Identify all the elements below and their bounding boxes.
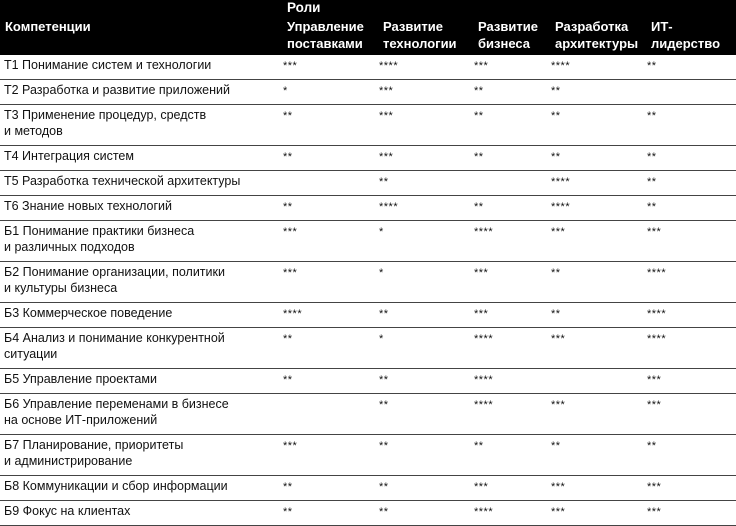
rating-cell: ***: [551, 476, 647, 501]
rating-cell: **: [474, 105, 551, 146]
rating-cell: ***: [379, 105, 474, 146]
rating-cell: *: [379, 262, 474, 303]
rating-cell: **: [283, 105, 379, 146]
table-body: [0, 55, 736, 526]
competency-name-line1: Б7 Планирование, приоритеты: [4, 438, 184, 452]
rating-cell: **: [379, 476, 474, 501]
table-row: [0, 171, 736, 196]
rating-cell: ***: [379, 80, 474, 105]
rating-cell: **: [379, 501, 474, 526]
competency-name-line1: Т3 Применение процедур, средств: [4, 108, 207, 122]
table-row: [0, 369, 736, 394]
rating-cell: ***: [379, 146, 474, 171]
rating-cell: ****: [551, 171, 647, 196]
rating-cell: *: [379, 328, 474, 369]
rating-cell: ****: [474, 394, 551, 435]
competency-name: [0, 476, 283, 501]
competency-name-line2: и администрирование: [4, 454, 133, 468]
table-row: [0, 105, 736, 146]
role-header-supply: Управление поставками: [287, 19, 364, 51]
competency-name-line1: Б9 Фокус на клиентах: [4, 504, 131, 518]
rating-cell: ***: [283, 435, 379, 476]
table-row: [0, 501, 736, 526]
rating-cell: ****: [474, 221, 551, 262]
rating-cell: **: [379, 435, 474, 476]
competency-name: [0, 501, 283, 526]
rating-cell: **: [647, 146, 736, 171]
rating-cell: **: [474, 196, 551, 221]
competency-name-line1: Б8 Коммуникации и сбор информации: [4, 479, 228, 493]
table-row: [0, 476, 736, 501]
competency-name-line1: Т6 Знание новых технологий: [4, 199, 172, 213]
rating-cell: *: [379, 221, 474, 262]
competency-name-line1: Т4 Интеграция систем: [4, 149, 134, 163]
rating-cell: ***: [474, 303, 551, 328]
rating-cell: ****: [474, 369, 551, 394]
competency-name: [0, 196, 283, 221]
table-row: [0, 55, 736, 80]
rating-cell: ***: [551, 394, 647, 435]
rating-cell: ***: [283, 55, 379, 80]
competency-name-line2: на основе ИТ-приложений: [4, 413, 158, 427]
rating-cell: **: [647, 435, 736, 476]
competency-name: [0, 221, 283, 262]
rating-cell: ***: [283, 221, 379, 262]
rating-cell: ***: [647, 369, 736, 394]
role-header-tech: Развитие технологии: [383, 19, 457, 51]
rating-cell: **: [647, 55, 736, 80]
role-header-it-leadership: ИТ- лидерство: [651, 19, 721, 51]
rating-cell: **: [551, 435, 647, 476]
rating-cell: ****: [283, 303, 379, 328]
rating-cell: **: [647, 105, 736, 146]
rating-cell: ***: [647, 476, 736, 501]
rating-cell: **: [551, 262, 647, 303]
competency-name-line1: Б6 Управление переменами в бизнесе: [4, 397, 229, 411]
competency-name: [0, 394, 283, 435]
rating-cell: ***: [283, 262, 379, 303]
competency-name-line1: Б5 Управление проектами: [4, 372, 157, 386]
competency-name-line2: ситуации: [4, 347, 58, 361]
rating-cell: **: [283, 146, 379, 171]
competency-name: [0, 328, 283, 369]
table-row: [0, 196, 736, 221]
rating-cell: [283, 171, 379, 196]
rating-cell: **: [283, 501, 379, 526]
competency-name: [0, 55, 283, 80]
role-header-architecture: Разработка архитектуры: [555, 19, 639, 51]
table-row: [0, 328, 736, 369]
rating-cell: ****: [551, 196, 647, 221]
table-row: [0, 262, 736, 303]
table-row: [0, 146, 736, 171]
rating-cell: ***: [551, 328, 647, 369]
table-header: [0, 0, 736, 55]
rating-cell: ****: [647, 303, 736, 328]
rating-cell: ****: [647, 262, 736, 303]
competency-table: [0, 55, 736, 526]
rating-cell: ***: [647, 221, 736, 262]
rating-cell: **: [647, 171, 736, 196]
rating-cell: [283, 394, 379, 435]
table-row: [0, 303, 736, 328]
rating-cell: **: [474, 435, 551, 476]
competency-name: [0, 80, 283, 105]
competency-name: [0, 303, 283, 328]
rating-cell: ****: [474, 328, 551, 369]
competency-name-line1: Т1 Понимание систем и технологии: [4, 58, 212, 72]
rating-cell: ****: [551, 55, 647, 80]
competency-name-line2: и методов: [4, 124, 63, 138]
table-row: [0, 435, 736, 476]
rating-cell: **: [379, 394, 474, 435]
competency-name-line2: и различных подходов: [4, 240, 135, 254]
rating-cell: *: [283, 80, 379, 105]
rating-cell: **: [283, 476, 379, 501]
rating-cell: **: [551, 303, 647, 328]
rating-cell: ***: [647, 394, 736, 435]
role-header-business: Развитие бизнеса: [478, 19, 538, 51]
rating-cell: ****: [379, 196, 474, 221]
competency-name: [0, 105, 283, 146]
rating-cell: [647, 80, 736, 105]
rating-cell: **: [379, 369, 474, 394]
rating-cell: **: [283, 196, 379, 221]
rating-cell: ***: [551, 221, 647, 262]
rating-cell: **: [551, 105, 647, 146]
rating-cell: ***: [647, 501, 736, 526]
rating-cell: ***: [474, 55, 551, 80]
competencies-header: Компетенции: [5, 19, 91, 34]
rating-cell: **: [551, 80, 647, 105]
competency-name-line2: и культуры бизнеса: [4, 281, 118, 295]
roles-header: Роли: [287, 0, 321, 15]
table-row: [0, 80, 736, 105]
rating-cell: [474, 171, 551, 196]
rating-cell: **: [474, 146, 551, 171]
rating-cell: ****: [647, 328, 736, 369]
rating-cell: ***: [474, 262, 551, 303]
competency-name-line1: Б4 Анализ и понимание конкурентной: [4, 331, 225, 345]
competency-name-line1: Б1 Понимание практики бизнеса: [4, 224, 195, 238]
competency-name: [0, 435, 283, 476]
competency-name: [0, 171, 283, 196]
competency-name-line1: Т2 Разработка и развитие приложений: [4, 83, 230, 97]
competency-name-line1: Т5 Разработка технической архитектуры: [4, 174, 241, 188]
rating-cell: **: [379, 171, 474, 196]
table-row: [0, 221, 736, 262]
competency-name: [0, 369, 283, 394]
table-row: [0, 394, 736, 435]
rating-cell: **: [647, 196, 736, 221]
rating-cell: [551, 369, 647, 394]
rating-cell: **: [379, 303, 474, 328]
rating-cell: **: [551, 146, 647, 171]
rating-cell: ***: [474, 476, 551, 501]
rating-cell: ****: [474, 501, 551, 526]
competency-name: [0, 146, 283, 171]
rating-cell: **: [474, 80, 551, 105]
competency-name-line1: Б3 Коммерческое поведение: [4, 306, 173, 320]
competency-name: [0, 262, 283, 303]
rating-cell: **: [283, 328, 379, 369]
rating-cell: ****: [379, 55, 474, 80]
competency-name-line1: Б2 Понимание организации, политики: [4, 265, 225, 279]
rating-cell: ***: [551, 501, 647, 526]
rating-cell: **: [283, 369, 379, 394]
